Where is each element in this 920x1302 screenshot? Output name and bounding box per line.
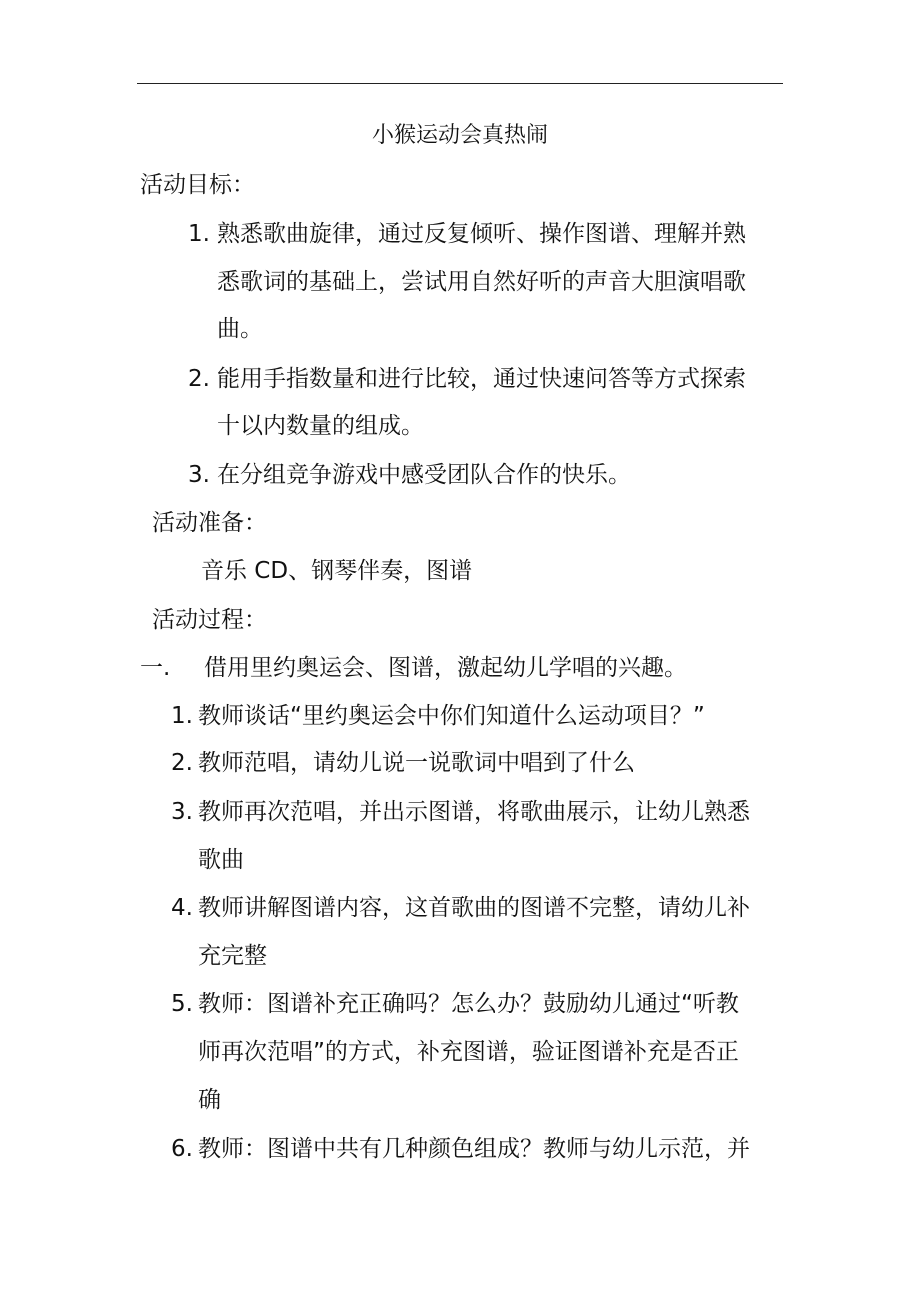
goal-line: 曲。 bbox=[217, 316, 263, 342]
process-heading: 活动过程： bbox=[152, 607, 267, 633]
step-line: 歌曲 bbox=[198, 847, 244, 873]
goal-number: 3. bbox=[188, 462, 210, 488]
prep-heading: 活动准备： bbox=[152, 510, 267, 536]
goal-number: 1. bbox=[188, 221, 210, 247]
step-line: 师再次范唱”的方式，补充图谱，验证图谱补充是否正 bbox=[198, 1039, 739, 1065]
step-line: 教师：图谱补充正确吗？怎么办？鼓励幼儿通过“听教 bbox=[198, 991, 739, 1017]
step-line: 教师再次范唱，并出示图谱，将歌曲展示，让幼儿熟悉 bbox=[198, 799, 750, 825]
goal-line: 在分组竞争游戏中感受团队合作的快乐。 bbox=[217, 462, 631, 488]
step-line: 教师谈话“里约奥运会中你们知道什么运动项目？” bbox=[198, 703, 705, 729]
step-line: 教师讲解图谱内容，这首歌曲的图谱不完整，请幼儿补 bbox=[198, 895, 750, 921]
goal-line: 悉歌词的基础上，尝试用自然好听的声音大胆演唱歌 bbox=[217, 269, 746, 295]
goals-heading: 活动目标： bbox=[140, 172, 255, 198]
goal-number: 2. bbox=[188, 366, 210, 392]
step-number: 6. bbox=[171, 1136, 193, 1162]
prep-text: 音乐 CD、钢琴伴奏，图谱 bbox=[201, 558, 473, 584]
step-number: 2. bbox=[171, 750, 193, 776]
goal-line: 能用手指数量和进行比较，通过快速问答等方式探索 bbox=[217, 366, 746, 392]
step-number: 5. bbox=[171, 991, 193, 1017]
step-line: 教师：图谱中共有几种颜色组成？教师与幼儿示范，并 bbox=[198, 1136, 750, 1162]
header-rule bbox=[137, 83, 783, 84]
step-line: 充完整 bbox=[198, 943, 267, 969]
step-line: 确 bbox=[198, 1087, 221, 1113]
goal-line: 熟悉歌曲旋律，通过反复倾听、操作图谱、理解并熟 bbox=[217, 221, 746, 247]
step-number: 1. bbox=[171, 703, 193, 729]
step-line: 教师范唱，请幼儿说一说歌词中唱到了什么 bbox=[198, 750, 635, 776]
step-number: 4. bbox=[171, 895, 193, 921]
section-title: 借用里约奥运会、图谱，激起幼儿学唱的兴趣。 bbox=[204, 655, 687, 681]
page-title: 小猴运动会真热闹 bbox=[371, 123, 548, 148]
goal-line: 十以内数量的组成。 bbox=[217, 413, 424, 439]
section-number: 一. bbox=[140, 655, 171, 681]
step-number: 3. bbox=[171, 799, 193, 825]
